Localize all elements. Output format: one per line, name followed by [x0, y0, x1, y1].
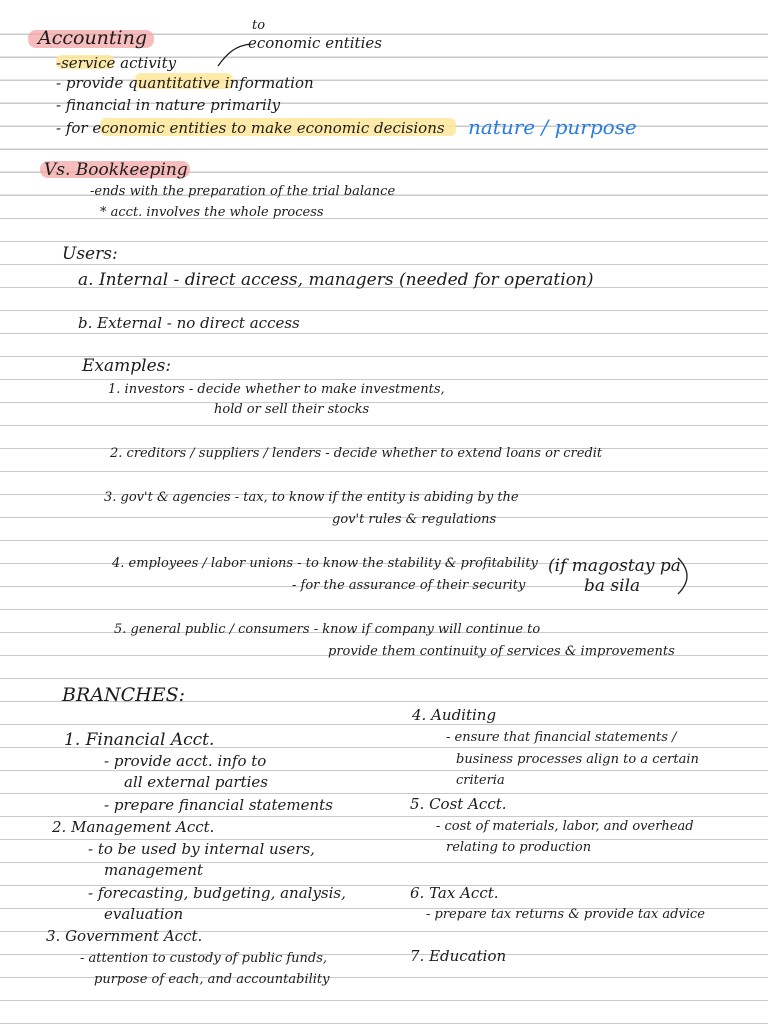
vs-item-1: -ends with the preparation of the trial balance	[90, 184, 396, 199]
branch-left-9: evaluation	[104, 905, 184, 923]
vs-bookkeeping-title: Vs. Bookkeeping	[44, 160, 188, 180]
def-line-4: - for economic entities to make economic decisions	[56, 119, 445, 137]
branch-left-11: - attention to custody of public funds,	[80, 951, 328, 966]
example-4-line-2: - for the assurance of their security	[292, 578, 526, 593]
branch-left-10: 3. Government Acct.	[46, 927, 203, 945]
branch-right-2: - ensure that financial statements /	[446, 730, 677, 745]
if-note-line-1: (if magostay pa	[548, 556, 681, 576]
page-title: Accounting	[38, 27, 148, 49]
branch-right-7: relating to production	[446, 840, 592, 855]
example-1-line-2: hold or sell their stocks	[214, 402, 370, 417]
nature-purpose-note: nature / purpose	[468, 115, 637, 139]
branch-right-3: business processes align to a certain	[456, 752, 699, 767]
branch-left-8: - forecasting, budgeting, analysis,	[88, 884, 346, 902]
branch-right-5: 5. Cost Acct.	[410, 795, 507, 813]
users-internal: a. Internal - direct access, managers (needed for operation)	[78, 270, 594, 290]
branch-left-2: - provide acct. info to	[104, 752, 267, 770]
example-3-line-1: 3. gov't & agencies - tax, to know if the entity is abiding by the	[104, 490, 519, 505]
branches-title: BRANCHES:	[62, 684, 186, 706]
vs-item-2: * acct. involves the whole process	[100, 205, 324, 220]
example-2-line-1: 2. creditors / suppliers / lenders - decide whether to extend loans or credit	[110, 446, 603, 461]
annotation-arrow	[210, 40, 254, 70]
branch-right-6: - cost of materials, labor, and overhead	[436, 819, 694, 834]
def-line-3: - financial in nature primarily	[56, 96, 281, 114]
to-annotation: to	[252, 18, 266, 33]
branch-left-6: - to be used by internal users,	[88, 840, 315, 858]
def-line-2: - provide quantitative information	[56, 74, 314, 92]
branch-right-4: criteria	[456, 773, 505, 788]
example-4-line-1: 4. employees / labor unions - to know the stability & profitability	[112, 556, 538, 571]
branch-left-1: 1. Financial Acct.	[64, 730, 215, 750]
if-note-line-2: ba sila	[584, 576, 641, 596]
branch-right-9: - prepare tax returns & provide tax advice	[426, 907, 705, 922]
branch-left-5: 2. Management Acct.	[52, 818, 215, 836]
branch-left-4: - prepare financial statements	[104, 796, 333, 814]
branch-right-1: 4. Auditing	[412, 706, 497, 724]
branch-right-8: 6. Tax Acct.	[410, 884, 499, 902]
branch-left-3: all external parties	[124, 773, 269, 791]
branch-left-12: purpose of each, and accountability	[94, 972, 330, 987]
if-note-close-paren	[674, 556, 694, 596]
branch-left-7: management	[104, 861, 204, 879]
example-3-line-2: gov't rules & regulations	[332, 512, 497, 527]
users-title: Users:	[62, 244, 118, 264]
def-line-1: -service activity	[56, 54, 177, 72]
example-5-line-1: 5. general public / consumers - know if company will continue to	[114, 622, 541, 637]
branch-right-10: 7. Education	[410, 947, 507, 965]
example-1-line-1: 1. investors - decide whether to make investments,	[108, 382, 445, 397]
examples-title: Examples:	[82, 356, 172, 376]
example-5-line-2: provide them continuity of services & improvements	[328, 644, 675, 659]
economic-entities-annotation: economic entities	[248, 34, 382, 52]
users-external: b. External - no direct access	[78, 314, 300, 332]
